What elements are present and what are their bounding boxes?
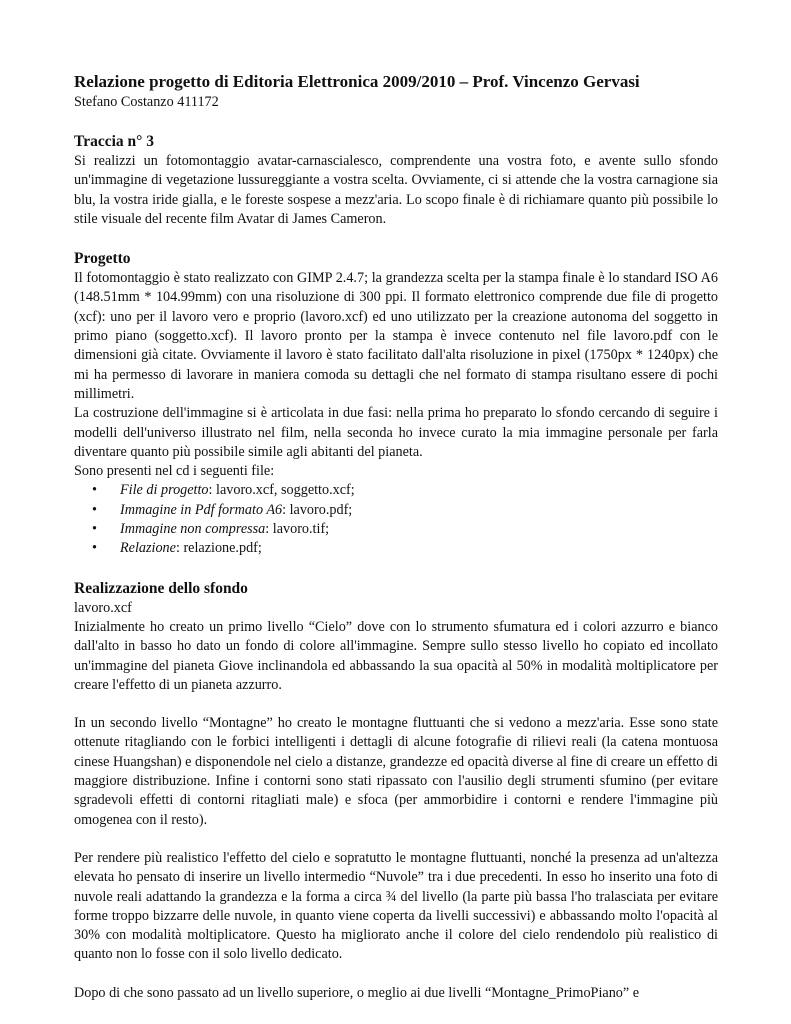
list-item <box>92 501 718 520</box>
spacer <box>74 559 718 579</box>
file-value: : lavoro.tif; <box>265 521 330 538</box>
bullet-icon: • <box>92 482 97 499</box>
progetto-paragraph-3: Sono presenti nel cd i seguenti file: <box>74 463 275 480</box>
document-title: Relazione progetto di Editoria Elettronica 2009/2010 – Prof. Vincenzo Gervasi <box>74 72 640 91</box>
list-item <box>92 481 718 500</box>
bullet-icon: • <box>92 540 97 557</box>
bullet-icon: • <box>92 501 97 518</box>
progetto-heading: Progetto <box>74 250 131 268</box>
sfondo-paragraph-2: In un secondo livello “Montagne” ho creato le montagne fluttuanti che si vedono a mezz'aria. Esse sono state ottenute ritagliando con le forbici intelligenti i dettagli di alcune fotografie di rilievi reali (la catena montuosa cinese Huangshan) e disponendole nel cielo a distanze, grandezze ed opacità diverse al fine di creare un effetto di maggiore distribuzione. Infine i contorni sono stati ripassato con l'ausilio degli strumenti sfumino (per evitare sgradevoli effetti di contorni ritagliati male) e sfoca (per ammorbidire i contorni e rendere l'immagine più omogenea con il resto). <box>74 715 718 828</box>
progetto-paragraph-1: Il fotomontaggio è stato realizzato con GIMP 2.4.7; la grandezza scelta per la stampa finale è lo standard ISO A6 (148.51mm * 104.99mm) con una risoluzione di 300 ppi. Il formato elettronico comprende due file di progetto (xcf): uno per il lavoro vero e proprio (lavoro.xcf) ed uno utilizzato per la creazione autonoma del soggetto in primo piano (soggetto.xcf). Il lavoro pronto per la stampa è invece contenuto nel file lavoro.pdf con le dimensioni già citate. Ovviamente il lavoro è stato facilitato dall'alta risoluzione in pixel (1750px * 1240px) che mi ha permesso di lavorare in maniera comoda su dettagli che nel formato di stampa risultano essere di pochi millimetri. <box>74 270 718 402</box>
spacer <box>74 965 718 984</box>
spacer <box>74 229 718 249</box>
sfondo-heading: Realizzazione dello sfondo <box>74 579 248 597</box>
spacer <box>74 830 718 849</box>
sfondo-paragraph-4: Dopo di che sono passato ad un livello superiore, o meglio ai due livelli “Montagne_PrimoPiano” e <box>74 984 640 1001</box>
sfondo-paragraph-3: Per rendere più realistico l'effetto del cielo e sopratutto le montagne fluttuanti, nonché la presenza ad un'altezza elevata ho pensato di inserire un livello intermedio “Nuvole” tra i due precedenti. In esso ho inserito una foto di nuvole reali adattando la grandezza e la forma a circa ¾ del livello (la parte più bassa l'ho tralasciata per evitare forme troppo bizzarre delle nuvole, in quanto viene coperta da livelli successivi) e abbassando molto l'opacità al 30% con modalità moltiplicatore. Questo ha migliorato anche il colore del cielo rendendolo più realistico di quanto non lo fosse con il solo livello dedicato. <box>74 849 718 963</box>
spacer <box>74 112 718 132</box>
list-item <box>92 520 718 539</box>
file-label: Immagine non compressa <box>120 521 266 538</box>
file-label: Relazione <box>120 540 176 557</box>
sfondo-file: lavoro.xcf <box>74 599 132 616</box>
traccia-heading: Traccia n° 3 <box>74 133 154 150</box>
bullet-icon: • <box>92 521 97 538</box>
traccia-text: Si realizzi un fotomontaggio avatar-carnascialesco, comprendente una vostra foto, e avente sullo sfondo un'immagine di vegetazione lussureggiante a vostra scelta. Ovviamente, ci si attende che la vostra carnagione sia blu, la vostra iride gialla, e le foreste sospese a mezz'aria. Lo scopo finale è di richiamare quanto più possibile lo stile visuale del recente film Avatar di James Cameron. <box>74 153 718 227</box>
file-value: : lavoro.xcf, soggetto.xcf; <box>208 482 355 499</box>
progetto-paragraph-2: La costruzione dell'immagine si è articolata in due fasi: nella prima ho preparato lo sfondo cercando di seguire i modelli dell'universo illustrato nel film, nella seconda ho invece curato la mia immagine personale per farla diventare quanto più possibile simile agli abitanti del pianeta. <box>74 405 718 460</box>
file-label: File di progetto <box>120 482 209 499</box>
author-line: Stefano Costanzo 411172 <box>74 94 219 110</box>
file-value: : relazione.pdf; <box>175 540 262 557</box>
document-page <box>74 71 718 1003</box>
file-list <box>74 481 718 558</box>
file-value: : lavoro.pdf; <box>282 501 353 518</box>
list-item <box>92 539 718 558</box>
file-label: Immagine in Pdf formato A6 <box>120 501 283 518</box>
sfondo-paragraph-1: Inizialmente ho creato un primo livello “Cielo” dove con lo strumento sfumatura ed i colori azzurro e bianco dall'alto in basso ho dato un fondo di colore all'immagine. Sempre sullo stesso livello ho copiato ed incollato un'immagine del pianeta Giove inclinandola ed abbassando la sua opacità al 50% in modalità moltiplicatore per creare l'effetto di un pianeta azzurro. <box>74 618 718 693</box>
spacer <box>74 695 718 714</box>
